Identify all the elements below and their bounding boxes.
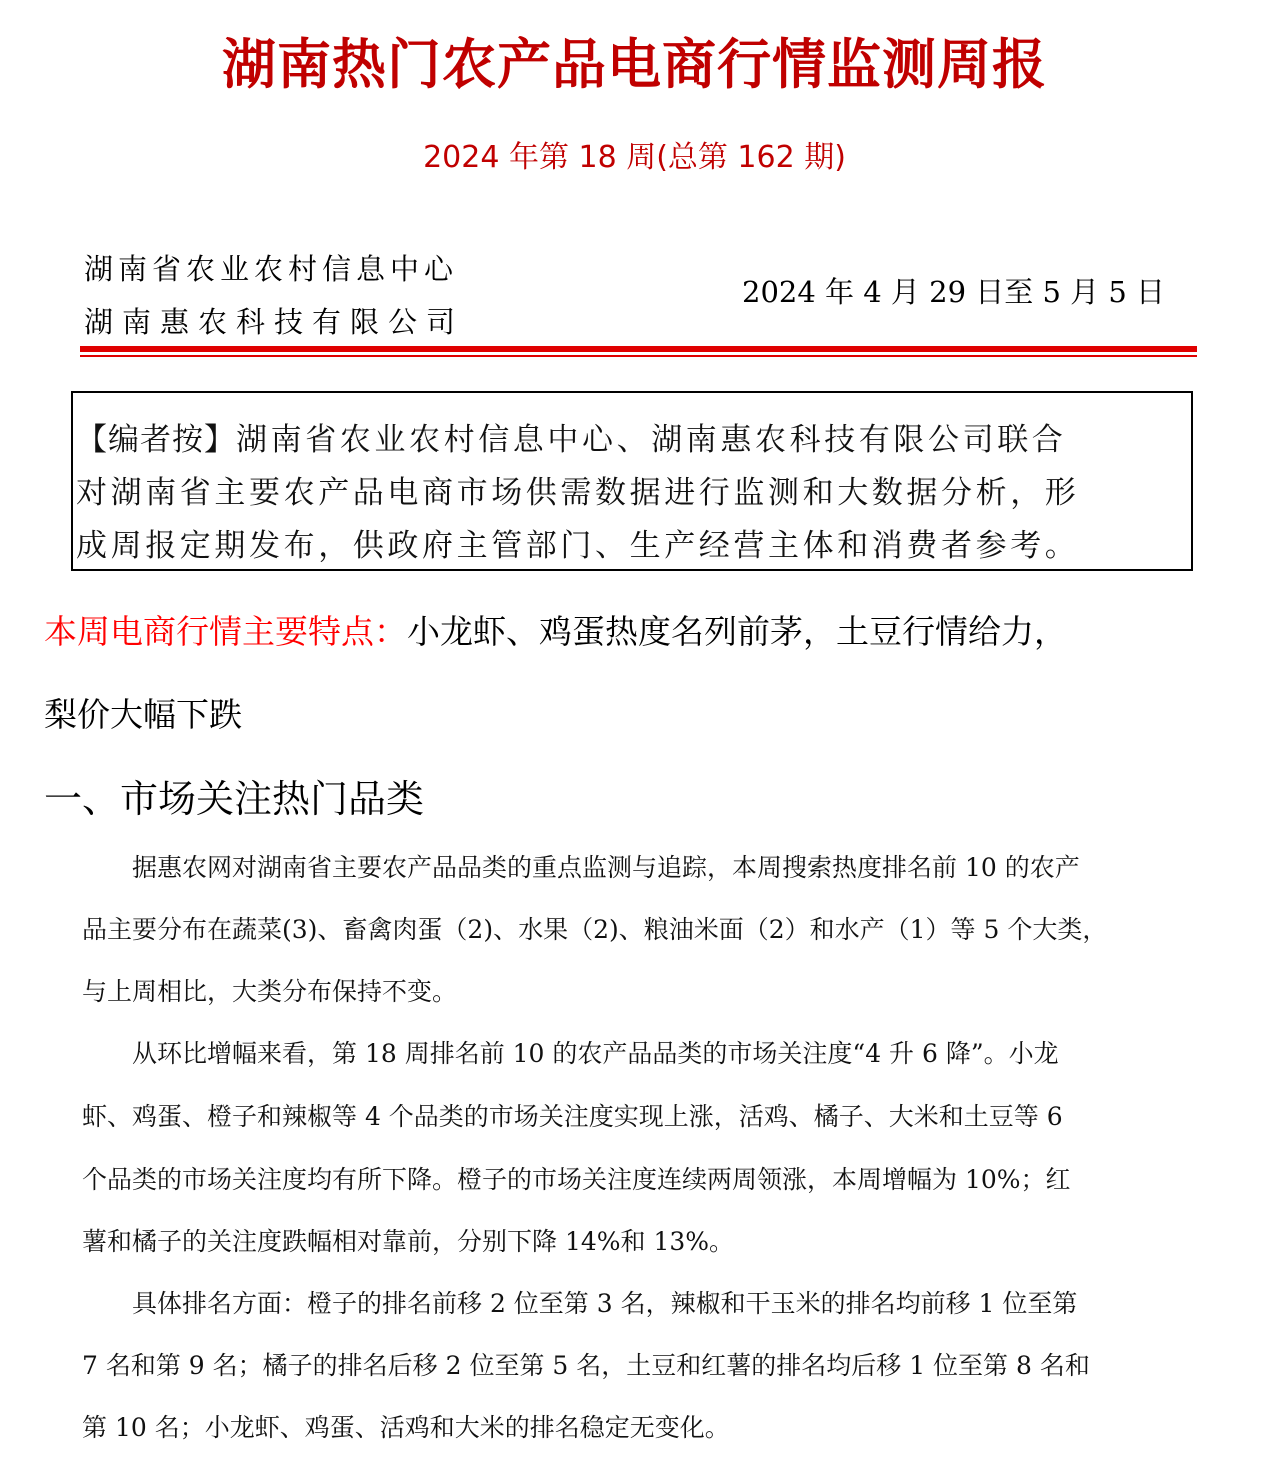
paragraph-2-line-2: 虾、鸡蛋、橙子和辣椒等 4 个品类的市场关注度实现上涨，活鸡、橘子、大米和土豆等 6 — [82, 1102, 1063, 1131]
highlights-label: 本周电商行情主要特点： — [44, 612, 407, 651]
editor-note-text-1: 湖南省农业农村信息中心、湖南惠农科技有限公司联合 — [236, 422, 1067, 458]
paragraph-1-line-2: 品主要分布在蔬菜(3)、畜禽肉蛋（2)、水果（2)、粮油米面（2）和水产（1）等 5 个大类， — [82, 915, 1108, 944]
editor-note-line-2: 对湖南省主要农产品电商市场供需数据进行监测和大数据分析，形 — [76, 475, 1080, 511]
editor-note-line-3: 成周报定期发布，供政府主管部门、生产经营主体和消费者参考。 — [76, 528, 1080, 564]
header-divider-thin — [80, 355, 1197, 357]
paragraph-2-line-4: 薯和橘子的关注度跌幅相对靠前，分别下降 14%和 13%。 — [82, 1227, 735, 1256]
editor-note-line-1 — [76, 414, 1066, 459]
highlights-text-2: 梨价大幅下跌 — [44, 695, 242, 734]
paragraph-3-line-3: 第 10 名；小龙虾、鸡蛋、活鸡和大米的排名稳定无变化。 — [82, 1413, 730, 1442]
paragraph-2-line-1: 从环比增幅来看，第 18 周排名前 10 的农产品品类的市场关注度“4 升 6 降”。小龙 — [82, 1039, 1059, 1068]
editor-note-label: 【编者按】 — [76, 422, 236, 458]
paragraph-2-line-3: 个品类的市场关注度均有所下降。橙子的市场关注度连续两周领涨，本周增幅为 10%；红 — [82, 1165, 1071, 1194]
section-heading: 一、市场关注热门品类 — [44, 777, 425, 821]
report-title: 湖南热门农产品电商行情监测周报 — [222, 33, 1047, 96]
paragraph-1-line-1: 据惠农网对湖南省主要农产品品类的重点监测与追踪，本周搜索热度排名前 10 的农产 — [82, 853, 1080, 882]
paragraph-3-line-2: 7 名和第 9 名；橘子的排名后移 2 位至第 5 名，土豆和红薯的排名均后移 1 位至第 8 名和 — [82, 1351, 1090, 1380]
publisher-org-1: 湖南省农业农村信息中心 — [84, 252, 459, 286]
header-divider-thick — [80, 346, 1197, 352]
paragraph-3-line-1: 具体排名方面：橙子的排名前移 2 位至第 3 名，辣椒和干玉米的排名均前移 1 位至第 — [82, 1289, 1078, 1318]
paragraph-1-line-3: 与上周相比，大类分布保持不变。 — [82, 977, 458, 1006]
weekly-highlights — [44, 606, 1067, 653]
issue-number: 2024 年第 18 周(总第 162 期) — [423, 140, 846, 175]
highlights-text-1: 小龙虾、鸡蛋热度名列前茅，土豆行情给力， — [407, 612, 1067, 651]
date-range: 2024 年 4 月 29 日至 5 月 5 日 — [742, 275, 1166, 309]
publisher-org-2: 湖南惠农科技有限公司 — [84, 305, 465, 339]
